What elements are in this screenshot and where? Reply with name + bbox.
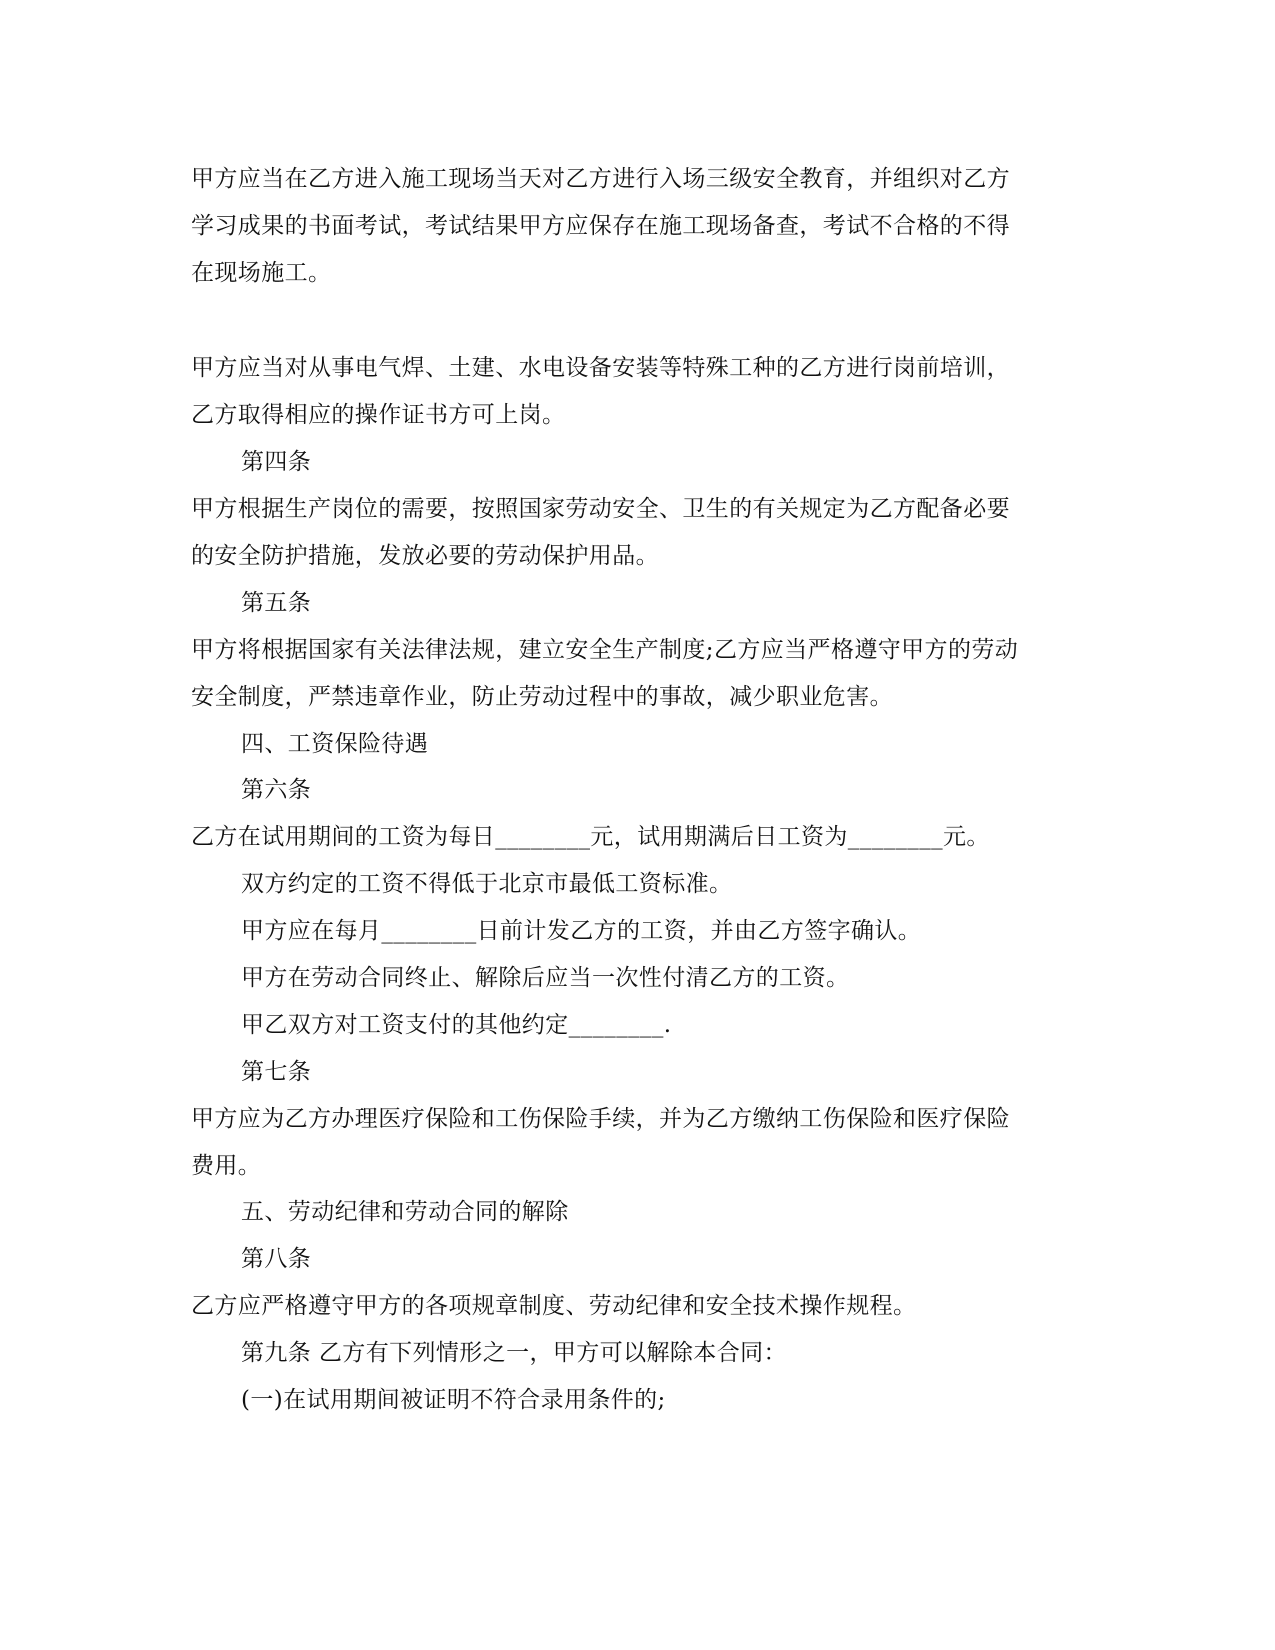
paragraph-line: 的安全防护措施，发放必要的劳动保护用品。: [191, 543, 659, 569]
article-heading: 第七条: [241, 1059, 312, 1085]
paragraph-line: 乙方在试用期间的工资为每日________元，试用期满后日工资为________元。: [191, 824, 990, 850]
article-heading: 第六条: [241, 777, 312, 803]
paragraph-line: 甲方应当在乙方进入施工现场当天对乙方进行入场三级安全教育，并组织对乙方: [191, 166, 1010, 192]
article-heading: 第九条 乙方有下列情形之一，甲方可以解除本合同：: [241, 1340, 787, 1366]
paragraph-line: 安全制度，严禁违章作业，防止劳动过程中的事故，减少职业危害。: [191, 684, 893, 710]
paragraph-line: 双方约定的工资不得低于北京市最低工资标准。: [241, 871, 733, 897]
section-heading: 四、工资保险待遇: [241, 731, 429, 757]
paragraph-line: 甲乙双方对工资支付的其他约定________.: [241, 1012, 672, 1038]
paragraph-line: 乙方取得相应的操作证书方可上岗。: [191, 402, 566, 428]
list-item: (一)在试用期间被证明不符合录用条件的;: [241, 1387, 666, 1413]
article-heading: 第五条: [241, 590, 312, 616]
article-heading: 第四条: [241, 449, 312, 475]
paragraph-line: 甲方根据生产岗位的需要，按照国家劳动安全、卫生的有关规定为乙方配备必要: [191, 496, 1010, 522]
paragraph-line: 费用。: [191, 1153, 262, 1179]
paragraph-line: 甲方应当对从事电气焊、土建、水电设备安装等特殊工种的乙方进行岗前培训，: [191, 355, 1010, 381]
paragraph-line: 甲方应在每月________日前计发乙方的工资，并由乙方签字确认。: [241, 918, 922, 944]
paragraph-line: 乙方应严格遵守甲方的各项规章制度、劳动纪律和安全技术操作规程。: [191, 1293, 917, 1319]
paragraph-line: 甲方应为乙方办理医疗保险和工伤保险手续，并为乙方缴纳工伤保险和医疗保险: [191, 1106, 1010, 1132]
paragraph-line: 学习成果的书面考试，考试结果甲方应保存在施工现场备查，考试不合格的不得: [191, 213, 1010, 239]
paragraph-line: 甲方在劳动合同终止、解除后应当一次性付清乙方的工资。: [241, 965, 850, 991]
paragraph-line: 在现场施工。: [191, 260, 332, 286]
paragraph-line: 甲方将根据国家有关法律法规，建立安全生产制度;乙方应当严格遵守甲方的劳动: [191, 637, 1019, 663]
section-heading: 五、劳动纪律和劳动合同的解除: [241, 1199, 569, 1225]
article-heading: 第八条: [241, 1246, 312, 1272]
